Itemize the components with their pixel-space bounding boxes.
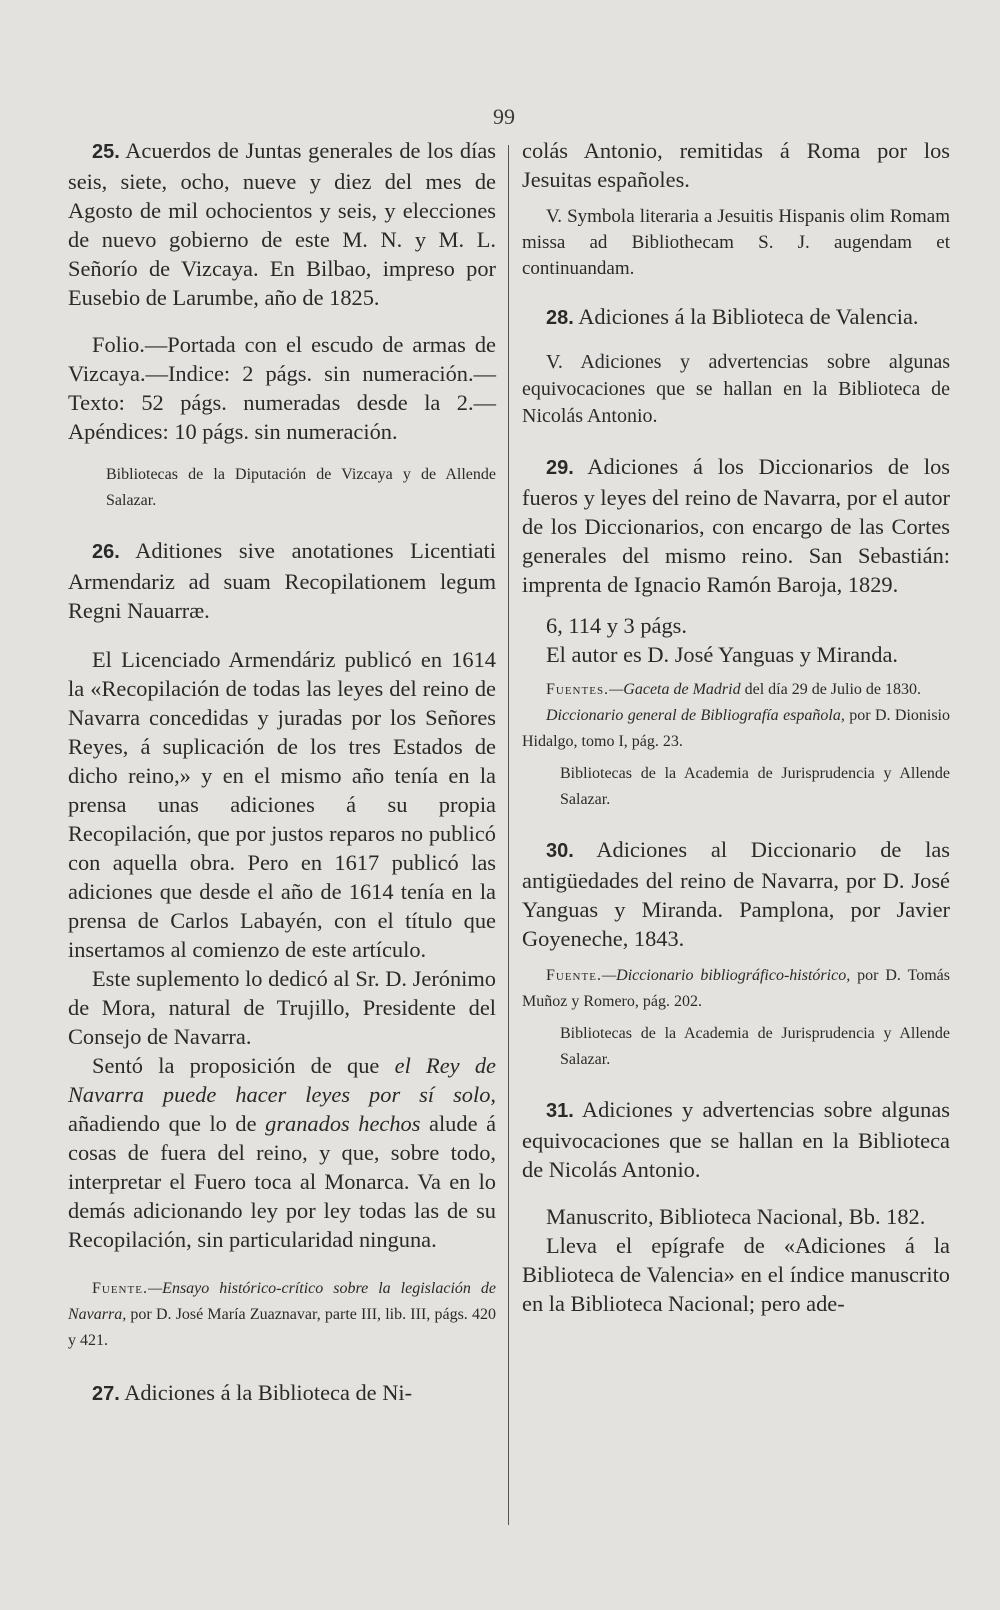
entry-27-reference: V. Symbola literaria a Jesuitis Hispanis olim Romam missa ad Bibliothecam S. J. augendam et continuandam. xyxy=(522,206,950,279)
left-column xyxy=(68,136,496,1409)
entry-27-number: 27. xyxy=(92,1383,120,1405)
entry-29-author: El autor es D. José Yanguas y Miranda. xyxy=(546,642,898,667)
entry-26-p3-italic-b: granados hechos xyxy=(265,1111,421,1136)
entry-25-libraries: Bibliotecas de la Diputación de Vizcaya y de Allende Salazar. xyxy=(106,466,496,509)
entry-30-source-rest: por D. Tomás Muñoz y Romero, pág. 202. xyxy=(522,967,950,1010)
entry-29-libraries: Bibliotecas de la Academia de Jurisprudencia y Allende Salazar. xyxy=(560,765,950,808)
entry-30-title: Adiciones al Diccionario de las antigüedades del reino de Navarra, por D. José Yanguas y Miranda. Pamplona, por Javier Goyeneche, 1843. xyxy=(522,837,950,951)
entry-26-p3-text-c: alude á cosas de fuera del reino, y que, sobre todo, interpretar el Fuero toca al Monarca. Va en lo demás adicionando ley por ley todas las de su Recopilación, sin particularidad ninguna. xyxy=(68,1111,497,1252)
entry-26-p3-italic-a: el Rey de Navarra puede hacer leyes por sí solo, xyxy=(68,1053,496,1107)
entry-26-heading xyxy=(68,536,496,625)
entry-29-source-2-title: Diccionario general de Bibliografía española, xyxy=(546,707,845,724)
right-column xyxy=(522,136,950,1318)
entry-28-number: 28. xyxy=(546,307,574,329)
entry-30-source xyxy=(522,963,950,1015)
entry-26-paragraph-3 xyxy=(68,1051,496,1254)
entry-30-source-title: —Diccionario bibliográfico-histórico, xyxy=(601,967,851,984)
entry-26-p3-text-b: añadiendo que lo de xyxy=(68,1111,266,1136)
entry-26-title: Aditiones sive anotationes Licentiati Armendariz ad suam Recopilationem legum Regni Nauarræ. xyxy=(68,538,496,623)
entry-30-libraries: Bibliotecas de la Academia de Jurisprudencia y Allende Salazar. xyxy=(560,1025,950,1068)
entry-31-heading xyxy=(522,1095,950,1184)
entry-29-source-1 xyxy=(522,677,950,703)
entry-28-reference: V. Adiciones y advertencias sobre algunas equivocaciones que se hallan en la Biblioteca de Nicolás Antonio. xyxy=(522,351,950,427)
entry-29-source-2-rest: por D. Dionisio Hidalgo, tomo I, pág. 23. xyxy=(522,707,951,750)
entry-26-number: 26. xyxy=(92,541,120,563)
entry-29-heading xyxy=(522,452,950,599)
entry-31-title: Adiciones y advertencias sobre algunas equivocaciones que se hallan en la Biblioteca de Nicolás Antonio. xyxy=(522,1097,950,1182)
column-divider xyxy=(508,145,509,1525)
entry-30-heading xyxy=(522,835,950,953)
entry-29-pages: 6, 114 y 3 págs. xyxy=(546,613,687,638)
entry-31-number: 31. xyxy=(546,1100,574,1122)
entry-25-number: 25. xyxy=(92,141,120,163)
entry-25-title: Acuerdos de Juntas generales de los días seis, siete, ocho, nueve y diez del mes de Agosto de mil ochocientos y seis, y elecciones de nuevo gobierno de este M. N. y M. L. Señorío de Vizcaya. En Bilbao, impreso por Eusebio de Larumbe, año de 1825. xyxy=(68,138,496,310)
entry-29-number: 29. xyxy=(546,457,574,479)
entry-25-heading xyxy=(68,136,496,312)
entry-30-source-label: Fuente. xyxy=(546,967,602,984)
entry-27-heading xyxy=(68,1378,496,1409)
page-number: 99 xyxy=(493,104,515,129)
entry-26-source-rest: por D. José María Zuaznavar, parte III, lib. III, págs. 420 y 421. xyxy=(68,1306,496,1349)
entry-27-title: Adiciones á la Biblioteca de Ni- xyxy=(124,1380,413,1405)
entry-31-manuscript: Manuscrito, Biblioteca Nacional, Bb. 182. xyxy=(546,1204,926,1229)
entry-28-title: Adiciones á la Biblioteca de Valencia. xyxy=(578,304,919,329)
entry-26-source-title: —Ensayo histórico-crítico sobre la legislación de Navarra, xyxy=(68,1280,496,1323)
entry-26-paragraph-1: El Licenciado Armendáriz publicó en 1614 la «Recopilación de todas las leyes del reino de Navarra concedidas y juradas por los Señores Reyes, á suplicación de los tres Estados de dicho reino,» y en el mismo año tenía en la prensa unas adiciones á su propia Recopilación, que por justos reparos no publicó con aquella obra. Pero en 1617 publicó las adiciones que desde el año de 1614 tenía en la prensa de Carlos Labayén, con el título que insertamos al comienzo de este artículo. xyxy=(68,647,496,962)
entry-29-source-1-title: —Gaceta de Madrid xyxy=(609,681,741,698)
entry-29-source-2 xyxy=(522,703,950,755)
entry-29-title: Adiciones á los Diccionarios de los fueros y leyes del reino de Navarra, por el autor de los Diccionarios, con encargo de las Cortes generales del mismo reino. San Sebastián: imprenta de Ignacio Ramón Baroja, 1829. xyxy=(522,454,950,597)
entry-27-continuation: colás Antonio, remitidas á Roma por los Jesuitas españoles. xyxy=(522,138,950,192)
entry-26-p3-text-a: Sentó la proposición de que xyxy=(92,1053,395,1078)
entry-29-source-1-rest: del día 29 de Julio de 1830. xyxy=(740,681,922,698)
entry-28-heading xyxy=(522,302,950,333)
entry-25-description: Folio.—Portada con el escudo de armas de Vizcaya.—Indice: 2 págs. sin numeración.—Texto: 52 págs. numeradas desde la 2.—Apéndices: 10 págs. sin numeración. xyxy=(68,332,496,444)
entry-26-source-label: Fuente. xyxy=(92,1280,148,1297)
entry-26-paragraph-2: Este suplemento lo dedicó al Sr. D. Jerónimo de Mora, natural de Trujillo, Presidente del Consejo de Navarra. xyxy=(68,966,496,1049)
entry-31-note: Lleva el epígrafe de «Adiciones á la Biblioteca de Valencia» en el índice manuscrito en la Biblioteca Nacional; pero ade- xyxy=(522,1233,950,1316)
entry-29-source-label: Fuentes. xyxy=(546,681,610,698)
entry-30-number: 30. xyxy=(546,840,574,862)
entry-26-source xyxy=(68,1276,496,1354)
